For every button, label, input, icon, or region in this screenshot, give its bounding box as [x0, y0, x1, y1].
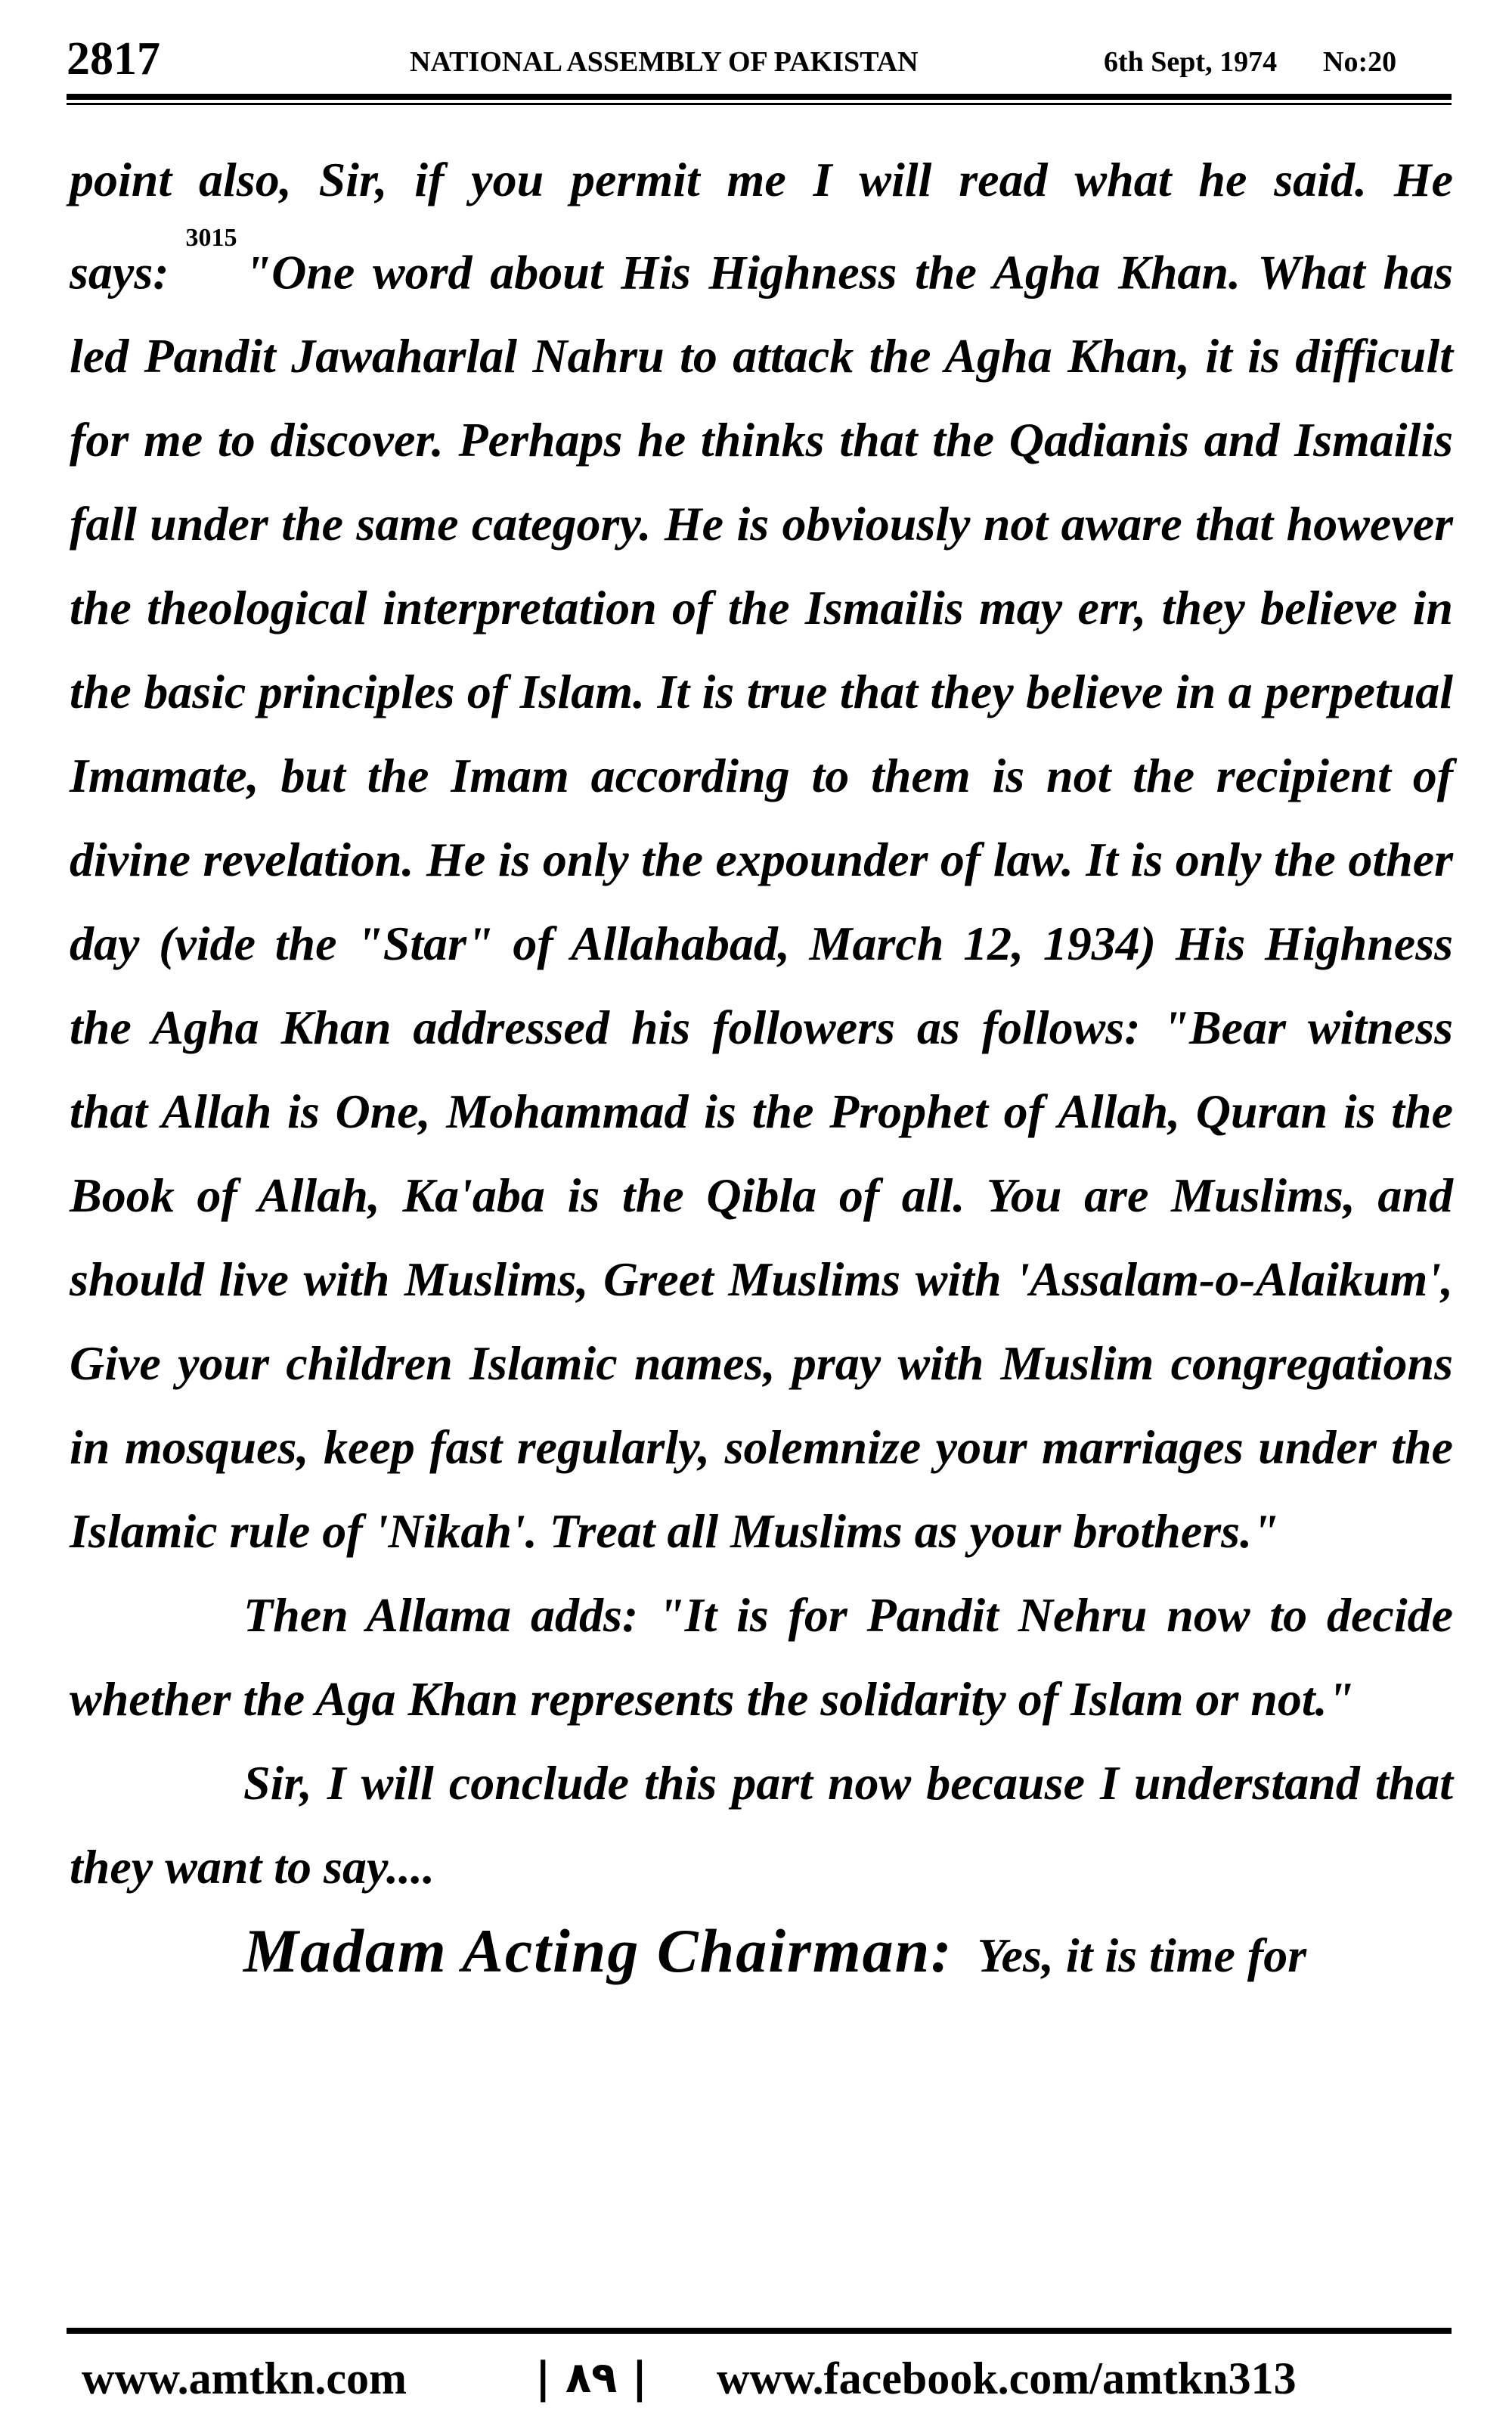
header-rule-thick — [67, 94, 1452, 100]
page-number: 2817 — [67, 33, 160, 85]
header-rule-thin — [67, 103, 1452, 105]
footer-facebook-link[interactable]: www.facebook.com/amtkn313 — [717, 2353, 1297, 2403]
paragraph-quote-text: "One word about His Highness the Agha Khan. What has led Pandit Jawaharlal Nahru to attack the Agha Khan, it is difficult for me to discover. Perhaps he thinks that the Qadianis and Ismailis fall under the same category. He is obviously not aware that however the theological interpretation of the Ismailis may err, they believe in the basic principles of Islam. It is true that they believe in a perpetual Imamate, but the Imam according to them is not the recipient of divine revelation. He is only the expounder of law. It is only the other day (vide the "Star" of Allahabad, March 12, 1934) His Highness the Agha Khan addressed his followers as follows: "Bear witness that Allah is One, Mohammad is the Prophet of Allah, Quran is the Book of Allah, Ka'aba is the Qibla of all. You are Muslims, and should live with Muslims, Greet Muslims with 'Assalam-o-Alaikum', Give your children Islamic names, pray with Muslim congregations in mosques, keep fast regularly, solemnize your marriages under the Islamic rule of 'Nikah'. Treat all Muslims as your brothers." — [70, 245, 1453, 1559]
speaker-name: Madam Acting Chairman: — [243, 1916, 953, 1986]
footer-rule — [67, 2328, 1452, 2334]
paragraph-lead: point also, Sir, if you permit me I will read what he said. He says: — [70, 153, 1453, 299]
footer-page-marker: | ۸۹ | — [535, 2353, 648, 2403]
header-date: 6th Sept, 1974 — [1104, 46, 1278, 78]
footnote-marker: 3015 — [185, 224, 237, 252]
page-header — [67, 29, 1452, 89]
paragraph-chairman — [70, 1909, 1453, 1997]
paragraph-conclude: Sir, I will conclude this part now because I understand that they want to say.... — [70, 1756, 1453, 1894]
body-text — [70, 138, 1453, 1997]
paragraph-allama: Then Allama adds: "It is for Pandit Nehru now to decide whether the Aga Khan represents the solidarity of Islam or not." — [70, 1588, 1453, 1727]
speaker-speech: Yes, it is time for — [977, 1928, 1307, 1983]
header-title: NATIONAL ASSEMBLY OF PAKISTAN — [410, 46, 919, 78]
footer-website-link[interactable]: www.amtkn.com — [82, 2353, 407, 2403]
header-issue-number: No:20 — [1323, 46, 1397, 78]
paragraph-quote — [70, 138, 1453, 1573]
page-footer — [67, 2352, 1452, 2405]
